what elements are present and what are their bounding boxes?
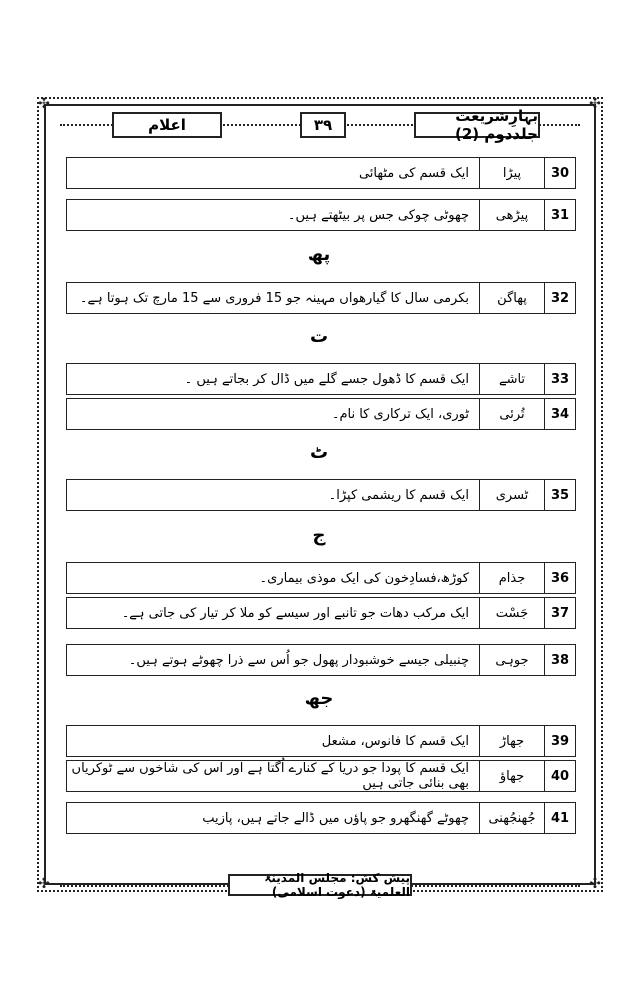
entry-meaning: ایک مرکب دھات جو تانبے اور سیسے کو ملا کر تیار کی جاتی ہے۔	[121, 605, 469, 621]
entry-number: 35	[544, 480, 575, 510]
alphabet-heading: ٹ	[309, 442, 329, 463]
corner-ornament-icon: ✣	[589, 876, 601, 892]
entry-number: 34	[544, 399, 575, 429]
entry-word: جَسْت	[479, 598, 544, 628]
entry-meaning: چھوٹی چوکی جس پر بیٹھتے ہیں۔	[287, 207, 469, 223]
entry-number: 37	[544, 598, 575, 628]
alphabet-heading: جھ	[304, 688, 334, 709]
entry-number: 41	[544, 803, 575, 833]
glossary-row	[66, 644, 576, 676]
entry-word: جوہی	[479, 645, 544, 675]
glossary-row	[66, 725, 576, 757]
publisher-credit: پیش کش: مجلس المدینۃ العلمیۃ (دعوت اسلامی)	[228, 874, 412, 896]
entry-meaning: چنبیلی جیسے خوشبودار پھول جو اُس سے ذرا چھوٹے ہوتے ہیں۔	[128, 652, 469, 668]
entry-meaning: ایک قسم کا ریشمی کپڑا۔	[328, 487, 469, 503]
entry-number: 32	[544, 283, 575, 313]
glossary-row	[66, 479, 576, 511]
entry-word: جُھنجُھنی	[479, 803, 544, 833]
entry-word: تُرئی	[479, 399, 544, 429]
entry-meaning: ایک قسم کا پودا جو دریا کے کنارے اُگتا ہے اور اس کی شاخوں سے ٹوکریاں بھی بنائی جاتی ہیں	[71, 761, 469, 791]
glossary-row	[66, 562, 576, 594]
entry-number: 31	[544, 200, 575, 230]
alphabet-heading: پھ	[307, 244, 331, 265]
entry-word: جھاڑ	[479, 726, 544, 756]
page-number: ۳۹	[300, 112, 346, 138]
corner-ornament-icon: ✣	[589, 96, 601, 112]
entry-number: 40	[544, 761, 575, 791]
entry-number: 39	[544, 726, 575, 756]
section-title: اعلام	[112, 112, 222, 138]
entry-word: ٹسری	[479, 480, 544, 510]
entry-number: 36	[544, 563, 575, 593]
entry-word: جذام	[479, 563, 544, 593]
entry-number: 30	[544, 158, 575, 188]
entry-word: پیڑا	[479, 158, 544, 188]
entry-meaning: چھوٹے گھنگھرو جو پاؤں میں ڈالے جاتے ہیں، پازیب	[202, 810, 469, 826]
entry-word: پھاگن	[479, 283, 544, 313]
book-title: بہارِشریعت جلددوم (2)	[414, 112, 540, 138]
corner-ornament-icon: ✣	[38, 96, 50, 112]
glossary-row	[66, 802, 576, 834]
entry-meaning: بکرمی سال کا گیارھواں مہینہ جو 15 فروری سے 15 مارچ تک ہوتا ہے۔	[79, 290, 469, 306]
alphabet-heading: ج	[312, 525, 326, 546]
entry-word: پیڑھی	[479, 200, 544, 230]
glossary-row	[66, 597, 576, 629]
glossary-row	[66, 282, 576, 314]
entry-meaning: ایک قسم کا فانوس، مشعل	[321, 733, 469, 749]
corner-ornament-icon: ✣	[38, 876, 50, 892]
entry-meaning: ایک قسم کا ڈھول جسے گلے میں ڈال کر بجاتے ہیں ۔	[184, 371, 469, 387]
entry-number: 33	[544, 364, 575, 394]
entry-meaning: ٹوری، ایک ترکاری کا نام۔	[331, 406, 469, 422]
glossary-row	[66, 363, 576, 395]
entry-meaning: کوڑھ،فسادِخون کی ایک موذی بیماری۔	[259, 570, 469, 586]
entry-meaning: ایک قسم کی مٹھائی	[358, 165, 469, 181]
glossary-row	[66, 157, 576, 189]
glossary-row	[66, 199, 576, 231]
glossary-row	[66, 760, 576, 792]
entry-word: تاشے	[479, 364, 544, 394]
glossary-row	[66, 398, 576, 430]
entry-number: 38	[544, 645, 575, 675]
alphabet-heading: ت	[309, 326, 329, 347]
entry-word: جھاؤ	[479, 761, 544, 791]
